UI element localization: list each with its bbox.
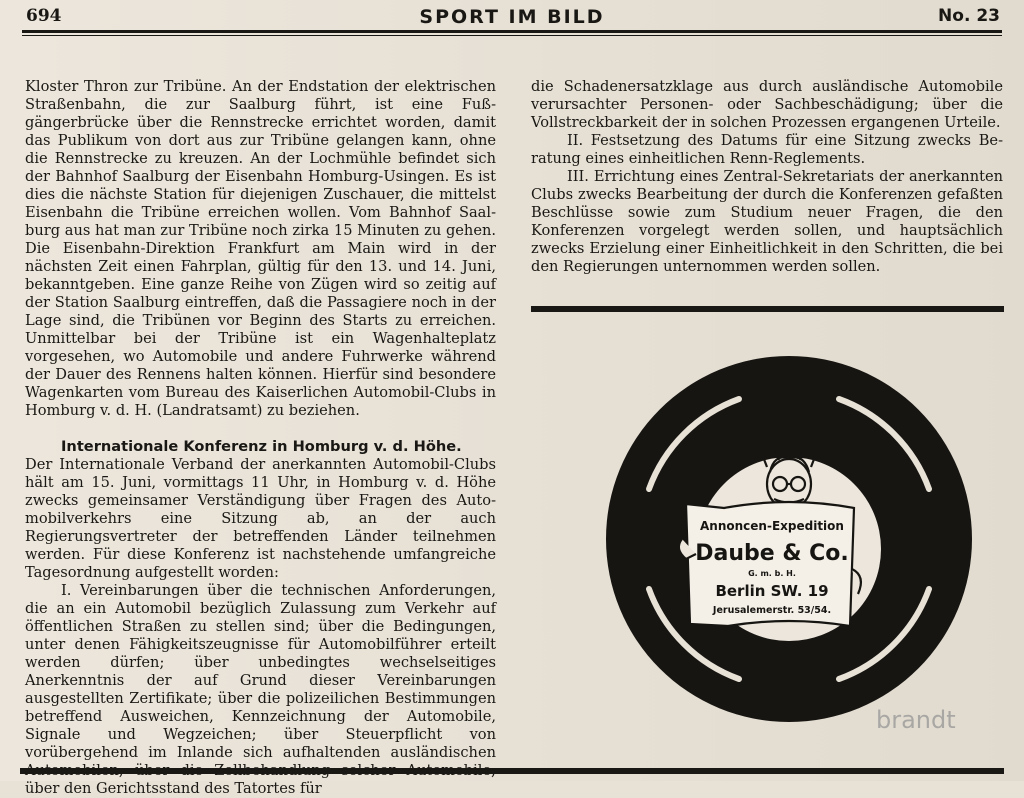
ad-city: Berlin SW. 19: [715, 582, 829, 600]
magazine-title: SPORT IM BILD: [419, 6, 605, 28]
footer-rule: [20, 768, 1004, 774]
article-paragraph: Der Internationale Verband der anerkannten Automobil-Clubs hält am 15. Juni, vormittags 11 Uhr, in Homburg v. d. Höhe zwecks gemeinsamer Verständigung über Fragen des Automobilverkehrs eine Sitzung ab, an der auch Regierungsvertreter der betreffenden Länder teilnehmen werden. Für diese Konferenz ist nachstehende umfangreiche Tagesordnung aufgestellt worden:: [25, 456, 496, 581]
watermark-text: brandt: [876, 706, 956, 734]
ad-glasses-right: [791, 477, 805, 491]
left-column: [25, 78, 496, 798]
section-divider: [531, 306, 1004, 312]
ad-company-name: Daube & Co.: [695, 541, 849, 566]
ad-text-line1: Annoncen-Expedition: [700, 519, 844, 533]
page-number: 694: [26, 6, 62, 26]
article-paragraph: die Schadenersatzklage aus durch ausländische Automobile verursachter Personen- oder Sachbeschädigung; über die Vollstreckbarkeit der in solchen Prozessen ergangenen Urteile.: [531, 78, 1003, 131]
ad-glasses-left: [773, 477, 787, 491]
agenda-item-1: I. Vereinbarungen über die technischen Anforderungen, die an ein Automobil bezüglich Zulassung zum Verkehr auf öffentlichen Straßen zu stellen sind; über die Bedingungen, unter denen Fähigkeitszeugnisse für Automobilführer erteilt werden dürfen; über unbedingtes wechselseitiges Anerkenntnis der auf Grund dieser Vereinbarungen ausgestellten Zertifikate; über die polizeilichen Bestimmungen betreffend Ausweichen, Kennzeichnung der Automobile, Signale und Wegzeichen; über Steuerpflicht von vorübergehend im Inlande sich aufhaltenden ausländischen über den Gerichtsstand des Tatortes für: [25, 582, 496, 797]
header-rule-thick: [22, 30, 1002, 33]
ad-street: Jerusalemerstr. 53/54.: [712, 605, 832, 616]
article-paragraph: Kloster Thron zur Tribüne. An der Endstation der elektrischen Straßenbahn, die zur Saalburg führt, ist eine Fußgängerbrücke über die Rennstrecke errichtet worden, damit das Publikum von dort aus zur Tribüne gelangen kann, ohne die Rennstrecke zu kreuzen. An der Lochmühle befindet sich der Bahnhof Saalburg der Eisenbahn Homburg-Usingen. Es ist dies die nächste Station für diejenigen Zuschauer, die mittelst Eisenbahn die Tribüne erreichen wollen. Vom Bahnhof Saalburg aus hat man zur Tribüne noch zirka 15 Minuten zu gehen. Die Eisenbahn-Direktion Frankfurt am Main wird in der nächsten Zeit einen Fahrplan, gültig für den 13. und 14. Juni, bekanntgeben. Eine ganze Reihe von Zügen wird so zeitig auf der Station Saalburg eintreffen, daß die Passagiere noch in der Lage sind, die Tribünen vor Beginn des Starts zu erreichen. Unmittelbar bei der Tribüne ist ein Wagenhalteplatz vorgesehen, wo Automobile und andere Fuhrwerke während der Dauer des Rennens halten können. Hierfür sind besondere Wagenkarten vom Bureau des Kaiserlichen Automobil-Clubs in Homburg v. d. H. (Landratsamt) zu beziehen.: [25, 78, 496, 419]
issue-number: No. 23: [938, 6, 1000, 26]
page-header: [22, 4, 1002, 30]
agenda-item-3: III. Errichtung eines Zentral-Sekretariats der anerkannten Clubs zwecks Bearbeitung der durch die Konferenzen gefaßten Beschlüsse sowie zum Studium neuer Fragen, die den Konferenzen vorgelegt werden sollen, und hauptsächlich zwecks Erzielung einer Einheitlichkeit in den Schritten, die bei den Regierungen unternommen werden sollen.: [531, 168, 1003, 275]
ad-disc-graphic: [604, 354, 974, 724]
ad-gmbh: G. m. b. H.: [748, 569, 796, 578]
right-column: [531, 78, 1003, 276]
agenda-item-2: II. Festsetzung des Datums für eine Sitzung zwecks Beratung eines einheitlichen Renn-Reglements.: [531, 132, 1003, 167]
section-heading: Internationale Konferenz in Homburg v. d. Höhe.: [61, 438, 462, 455]
header-rule-thin: [22, 35, 1002, 36]
advertisement: [604, 354, 974, 724]
